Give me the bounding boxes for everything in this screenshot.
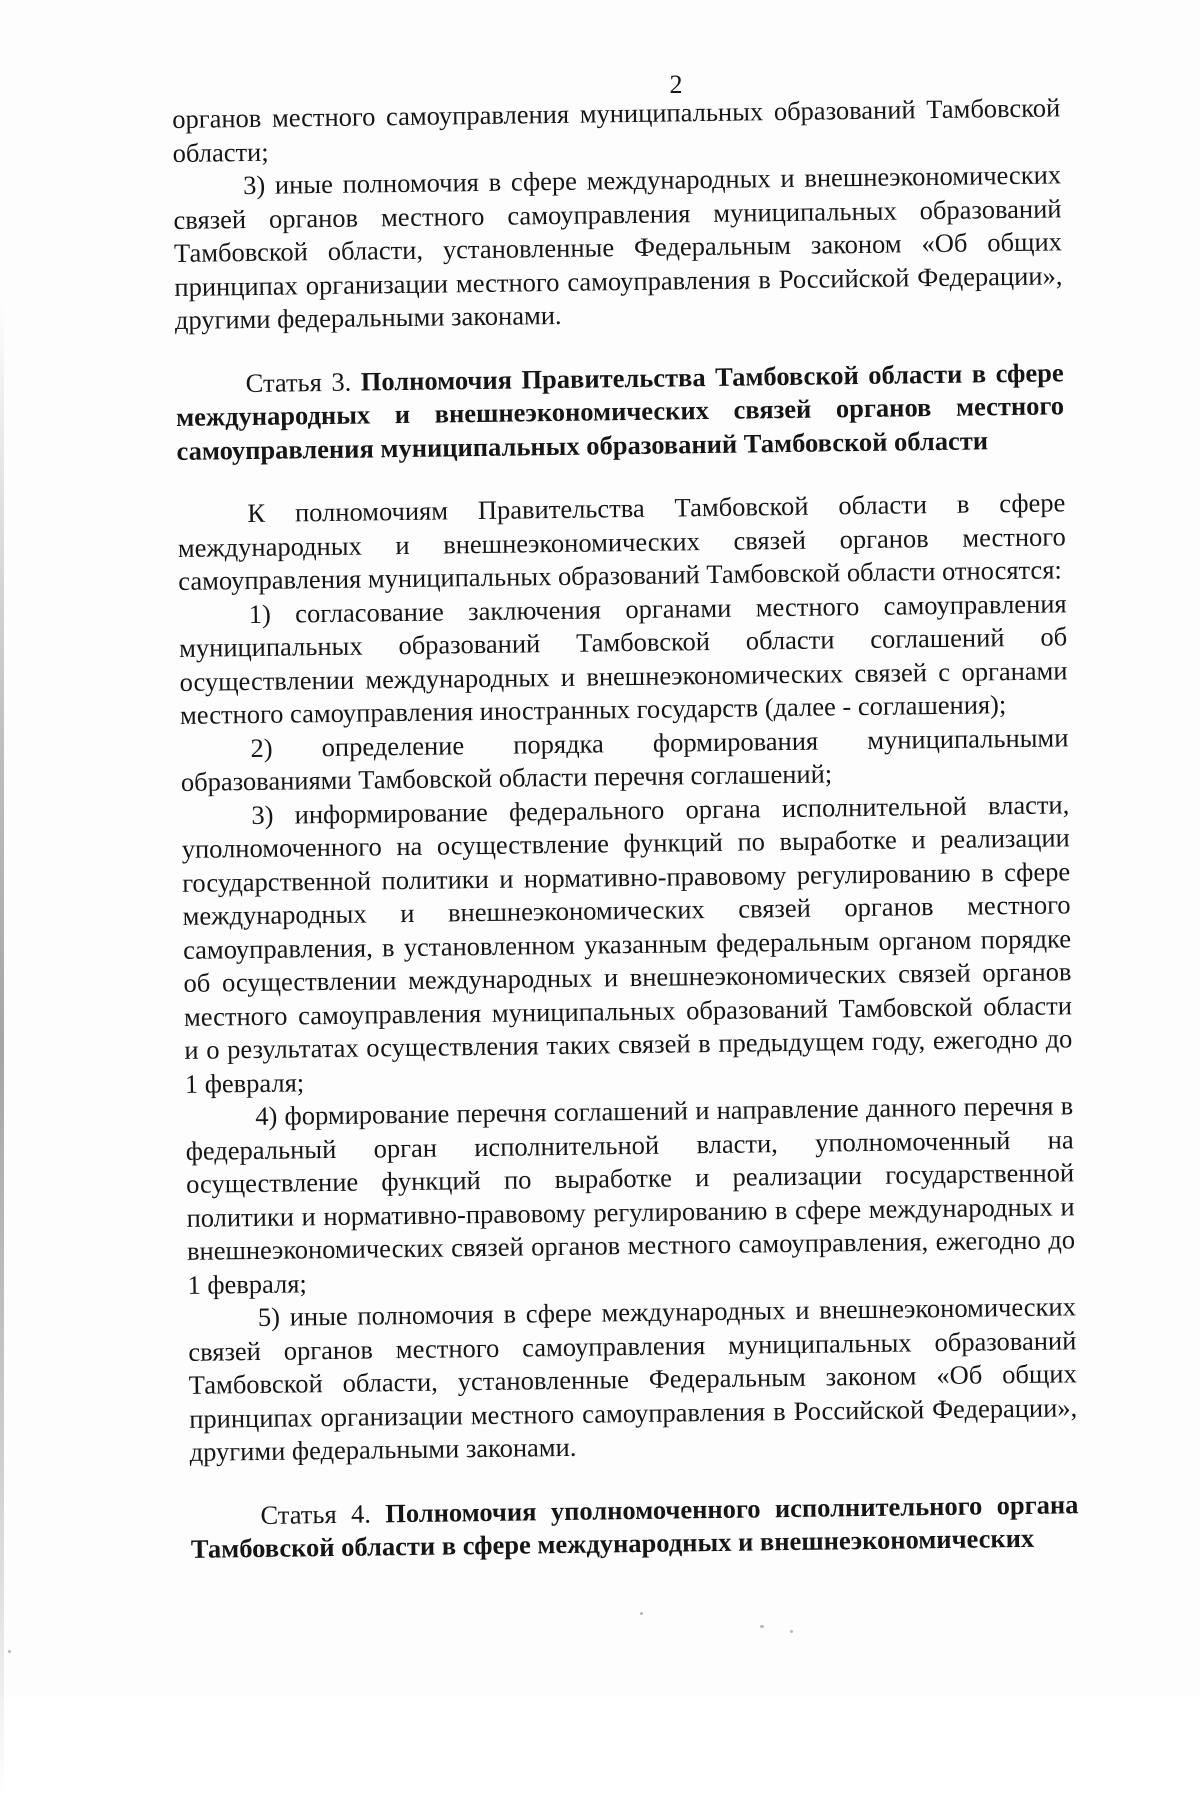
list-item-5: 5) иные полномочия в сфере международных и внешнеэкономических связей органов местного самоуправления муниципальных образований Тамбовской области, установленные Федеральным законом «Об общих принципах организации местного самоуправления в Российской Федерации», другими федеральными законами. [188,1291,1078,1467]
article-title: Полномочия уполномоченного исполнительного органа Тамбовской области в сфере международных и внешнеэкономических [190,1488,1079,1564]
scan-speck [640,1612,643,1615]
list-item-1: 1) согласование заключения органами местного самоуправления муниципальных образований Тамбовской области соглашений об осуществлении международных и внешнеэкономических связей с органами местного самоуправления иностранных государств (далее - соглашения); [178,587,1068,730]
article-prefix: Статья 4. [260,1498,372,1530]
paragraph: К полномочиям Правительства Тамбовской области в сфере международных и внешнеэкономических связей органов местного самоуправления муниципальных образований Тамбовской области относятся: [177,487,1066,596]
list-item-3: 3) информирование федерального органа исполнительной власти, уполномоченного на осуществление функций по выработке и реализации государственной политики и нормативно-правовому регулированию в сфере международных и внешнеэкономических связей органов местного самоуправления, в установленном указанным федеральным органом порядке об осуществлении международных и внешнеэкономических связей органов местного самоуправления муниципальных образований Тамбовской области и о результатах осуществления таких связей в предыдущем году, ежегодно до 1 февраля; [181,788,1073,1099]
scan-speck [760,1625,764,1628]
page-number: 2 [669,70,683,99]
article-prefix: Статья 3. [245,366,352,398]
document-body [172,91,1079,1596]
paragraph: органов местного самоуправления муниципальных образований Тамбовской области; [172,92,1061,168]
article-title: Полномочия Правительства Тамбовской области в сфере международных и внешнеэкономических связей органов местного самоуправления муниципальных образований Тамбовской области [175,356,1065,466]
scan-edge-shadow [0,300,4,1800]
article-4-heading [190,1488,1079,1567]
list-item-2: 2) определение порядка формирования муниципальными образованиями Тамбовской области перечня соглашений; [180,721,1069,797]
list-item-3: 3) иные полномочия в сфере международных и внешнеэкономических связей органов местного самоуправления муниципальных образований Тамбовской области, установленные Федеральным законом «Об общих принципах организации местного самоуправления в Российской Федерации», другими федеральными законами. [173,159,1063,335]
list-item-4: 4) формирование перечня соглашений и направление данного перечня в федеральный орган исполнительной власти, уполномоченный на осуществление функций по выработке и реализации государственной политики и нормативно-правовому регулированию в сфере международных и внешнеэкономических связей органов местного самоуправления, ежегодно до 1 февраля; [185,1090,1076,1300]
article-3-heading [175,356,1064,468]
scan-speck [8,1650,11,1653]
scan-speck [790,1630,793,1633]
